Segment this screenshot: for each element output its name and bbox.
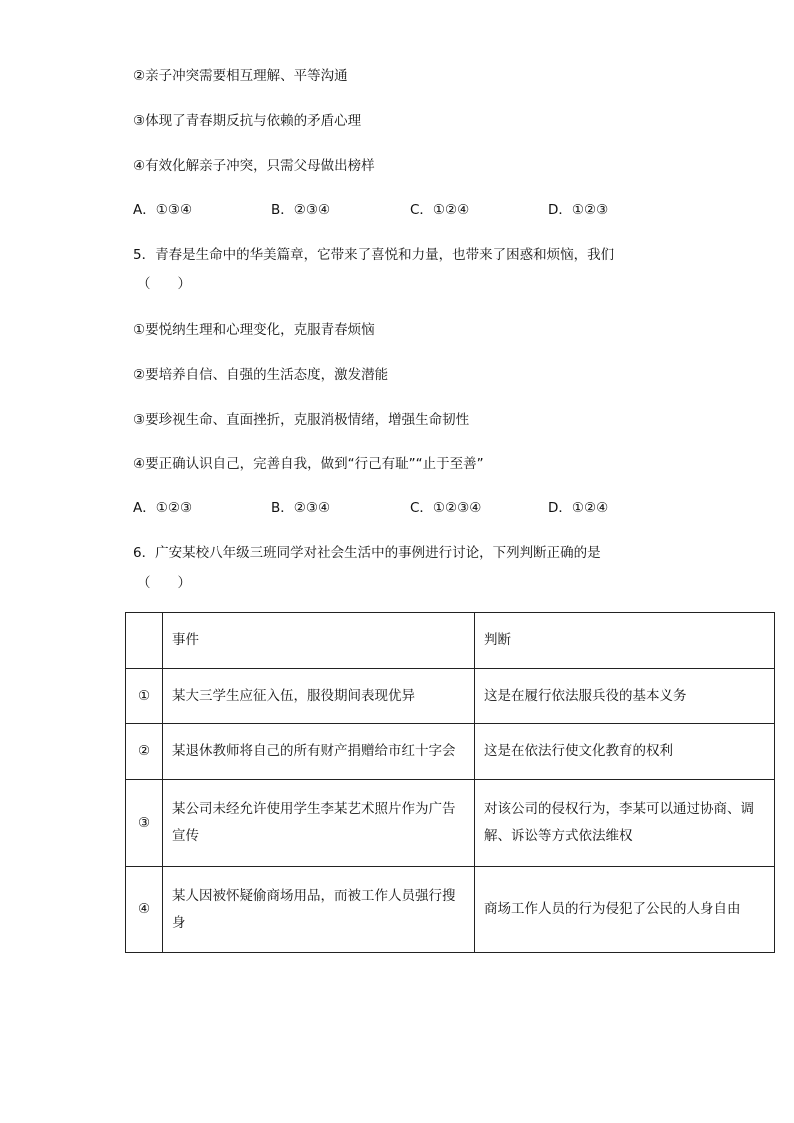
q4-statement-3: ③体现了青春期反抗与依赖的矛盾心理 <box>133 113 362 129</box>
q6-stem: 6．广安某校八年级三班同学对社会生活中的事例进行讨论，下列判断正确的是 <box>133 545 601 561</box>
q5-statement-3: ③要珍视生命、直面挫折，克服消极情绪，增强生命韧性 <box>133 412 470 428</box>
q4-statement-4: ④有效化解亲子冲突，只需父母做出榜样 <box>133 158 375 174</box>
q4-option-c: C．①②④ <box>410 202 470 218</box>
q5-statement-2: ②要培养自信、自强的生活态度，激发潜能 <box>133 367 389 383</box>
q4-option-d: D．①②③ <box>548 202 609 218</box>
q4-option-a: A．①③④ <box>133 202 193 218</box>
table-header-row <box>126 613 775 669</box>
q6-answer-paren: （ ） <box>137 575 191 591</box>
row-event-cell: 某人因被怀疑偷商场用品，而被工作人员强行搜身 <box>163 867 475 953</box>
row-index-cell: ② <box>126 724 163 780</box>
q4-statement-2: ②亲子冲突需要相互理解、平等沟通 <box>133 68 348 84</box>
q4-option-b: B．②③④ <box>271 202 331 218</box>
row-event-cell: 某大三学生应征入伍，服役期间表现优异 <box>163 669 475 724</box>
row-judgement-cell: 对该公司的侵权行为，李某可以通过协商、调解、诉讼等方式依法维权 <box>475 780 775 867</box>
table-row <box>126 867 775 953</box>
row-event-cell: 某公司未经允许使用学生李某艺术照片作为广告宣传 <box>163 780 475 867</box>
row-judgement-cell: 这是在依法行使文化教育的权利 <box>475 724 775 780</box>
q5-statement-4: ④要正确认识自己，完善自我，做到“行己有耻”“止于至善” <box>133 456 484 472</box>
table-row <box>126 724 775 780</box>
row-judgement-cell: 商场工作人员的行为侵犯了公民的人身自由 <box>475 867 775 953</box>
q5-option-d: D．①②④ <box>548 500 609 516</box>
row-event-cell: 某退休教师将自己的所有财产捐赠给市红十字会 <box>163 724 475 780</box>
header-index-cell <box>126 613 163 669</box>
row-index-cell: ① <box>126 669 163 724</box>
q5-stem: 5．青春是生命中的华美篇章，它带来了喜悦和力量，也带来了困惑和烦恼，我们 <box>133 247 615 263</box>
q5-option-c: C．①②③④ <box>410 500 482 516</box>
q5-option-a: A．①②③ <box>133 500 193 516</box>
header-event-cell: 事件 <box>163 613 475 669</box>
q5-answer-paren: （ ） <box>137 276 191 292</box>
q6-judgement-table <box>125 612 775 953</box>
table-row <box>126 669 775 724</box>
row-judgement-cell: 这是在履行依法服兵役的基本义务 <box>475 669 775 724</box>
table-row <box>126 780 775 867</box>
q5-statement-1: ①要悦纳生理和心理变化，克服青春烦恼 <box>133 322 375 338</box>
header-judgement-cell: 判断 <box>475 613 775 669</box>
row-index-cell: ④ <box>126 867 163 953</box>
q5-option-b: B．②③④ <box>271 500 331 516</box>
row-index-cell: ③ <box>126 780 163 867</box>
